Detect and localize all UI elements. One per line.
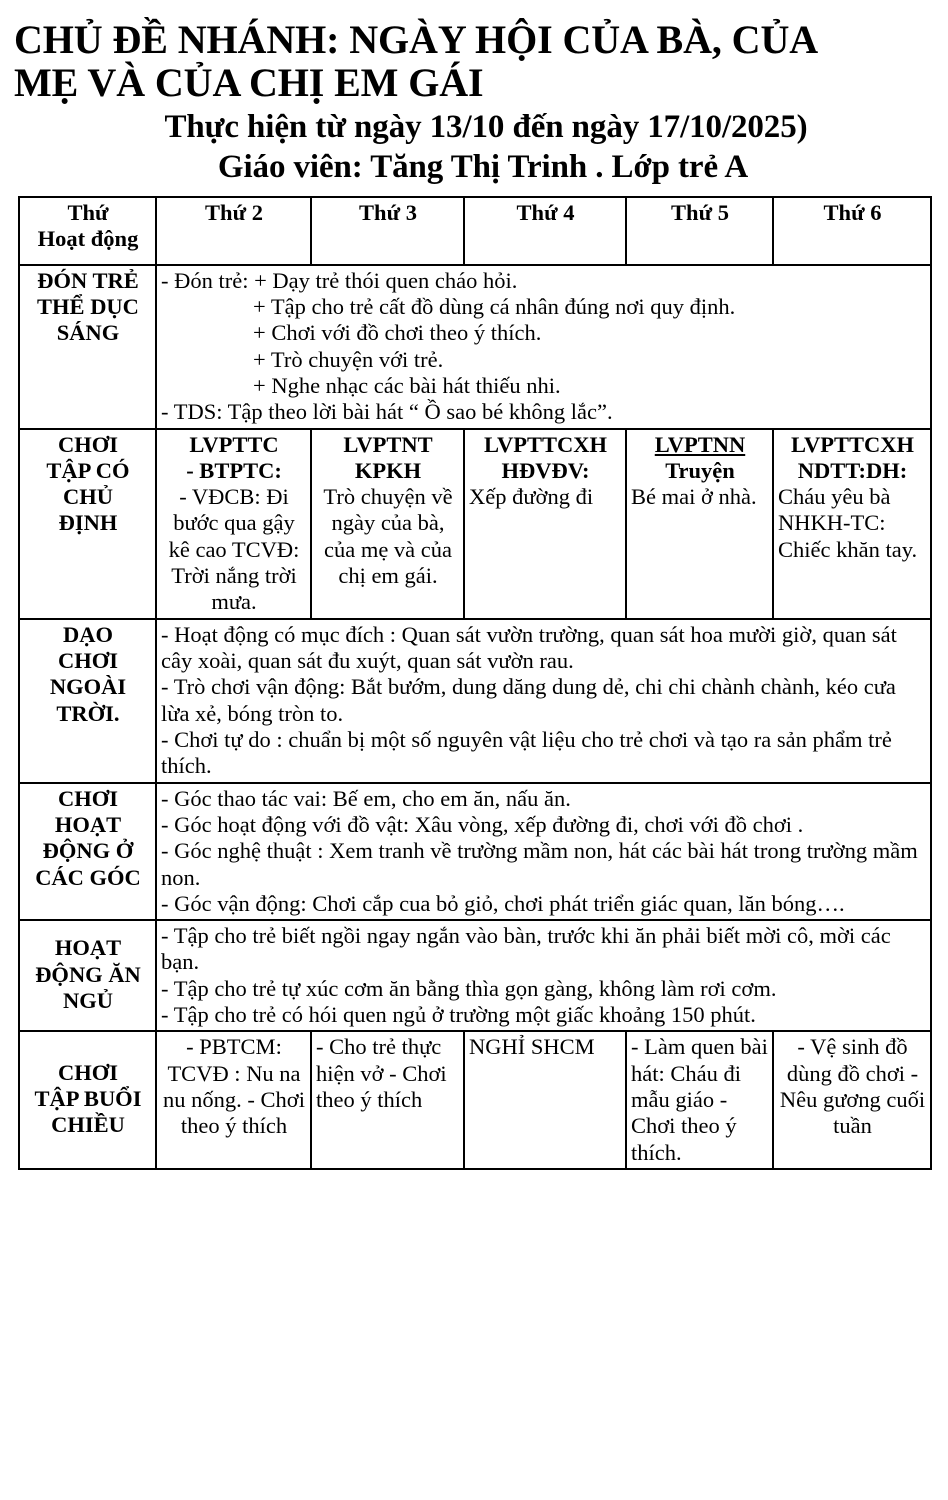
table-row [19, 783, 931, 921]
activity-body: NGHỈ SHCM [469, 1034, 595, 1060]
row-label-line: CHỦ [63, 484, 113, 510]
day-cell-6 [773, 1031, 931, 1169]
activity-heading: - BTPTC: [186, 457, 282, 483]
row-label-line: CHƠI [57, 785, 118, 811]
header-corner-cell [19, 197, 156, 265]
activity-body: - Vệ sinh đồ dùng đồ chơi - Nêu gương cuối tuần [779, 1034, 926, 1139]
content-line: - Đón trẻ: + Dạy trẻ thói quen cháo hỏi. [161, 267, 518, 293]
header-day-3: Thứ 3 [311, 197, 464, 265]
content-line: - Hoạt động có mục đích : Quan sát vườn trường, quan sát hoa mười giờ, quan sát cây xoài, quan sát đu xuýt, quan sát vườn rau. [161, 621, 897, 673]
content-line: - Tập cho trẻ biết ngồi ngay ngắn vào bàn, trước khi ăn phải biết mời cô, mời các bạn. [161, 923, 891, 975]
page-title-line-1: CHỦ ĐỀ NHÁNH: NGÀY HỘI CỦA BÀ, CỦA [14, 17, 819, 62]
row-label-line: HOẠT [54, 811, 122, 837]
row-label [19, 429, 156, 619]
content-line: - Góc vận động: Chơi cắp cua bỏ giỏ, chơi phát triển giác quan, lăn bóng…. [161, 890, 845, 916]
row-label-line: THỂ DỤC [37, 293, 139, 319]
row-label-line: HOẠT [54, 935, 122, 961]
content-line: + Tập cho trẻ cất đồ dùng cá nhân đúng nơi quy định. [253, 293, 736, 319]
content-line: + Trò chuyện với trẻ. [253, 346, 444, 372]
day-cell-3 [311, 429, 464, 619]
activity-heading: LVPTTCXH [484, 431, 607, 457]
activity-body: - Làm quen bài hát: Cháu đi mẫu giáo - Chơi theo ý thích. [631, 1034, 768, 1165]
content-line: - Góc thao tác vai: Bế em, cho em ăn, nấu ăn. [161, 785, 571, 811]
content-line: - Tập cho trẻ có hói quen ngủ ở trường một giấc khoảng 150 phút. [161, 1002, 756, 1028]
row-label-line: ĐỘNG ĂN [35, 961, 141, 987]
activity-body: Xếp đường đi [469, 484, 594, 510]
day-cell-4 [464, 1031, 626, 1169]
row-label-line: ĐÓN TRẺ [37, 267, 139, 293]
content-line: - Góc nghệ thuật : Xem tranh về trường mầm non, hát các bài hát trong trường mầm non. [161, 838, 918, 890]
activity-heading: LVPTNT [343, 431, 433, 457]
activity-heading: KPKH [354, 457, 422, 483]
header-corner-bottom: Hoạt động [37, 226, 139, 252]
activity-heading: HĐVĐV: [501, 457, 590, 483]
content-line: - Chơi tự do : chuẩn bị một số nguyên vật liệu cho trẻ chơi và tạo ra sản phẩm trẻ thích. [161, 726, 892, 779]
day-cell-4 [464, 429, 626, 619]
activity-heading: LVPTTCXH [791, 431, 914, 457]
activity-body: Bé mai ở nhà. [631, 484, 757, 510]
row-label-line: NGOÀI [49, 674, 127, 700]
activity-heading: LVPTTC [189, 431, 279, 457]
content-line: - Trò chơi vận động: Bắt bướm, dung dăng dung dẻ, chi chi chành chành, kéo cưa lừa xẻ, bóng tròn to. [161, 674, 896, 726]
row-label [19, 920, 156, 1031]
day-cell-2 [156, 1031, 311, 1169]
row-label-line: ĐỊNH [58, 510, 118, 536]
table-header-row [19, 197, 931, 265]
day-cell-2 [156, 429, 311, 619]
activity-body: - PBTCM: TCVĐ : Nu na nu nống. - Chơi theo ý thích [163, 1034, 305, 1139]
row-label-line: TRỜI. [56, 700, 120, 726]
activity-body: Trò chuyện về ngày của bà, của mẹ và của chị em gái. [323, 484, 453, 589]
content-line: + Chơi với đồ chơi theo ý thích. [253, 320, 542, 346]
row-label [19, 783, 156, 921]
activity-heading: NDTT:DH: [797, 457, 908, 483]
row-content-merged [156, 783, 931, 921]
activity-body: - Cho trẻ thực hiện vở - Chơi theo ý thích [316, 1034, 447, 1112]
row-content-merged [156, 265, 931, 429]
header-day-4: Thứ 4 [464, 197, 626, 265]
row-label-line: CHƠI [57, 431, 118, 457]
header-day-5: Thứ 5 [626, 197, 773, 265]
content-line: + Nghe nhạc các bài hát thiếu nhi. [253, 372, 561, 398]
header-day-2: Thứ 2 [156, 197, 311, 265]
table-row [19, 429, 931, 619]
row-label-line: CHƠI [57, 1059, 118, 1085]
row-label [19, 1031, 156, 1169]
row-label-line: TẬP BUỔI [34, 1086, 142, 1111]
table-row [19, 920, 931, 1031]
content-line: - TDS: Tập theo lời bài hát “ Ồ sao bé không lắc”. [161, 399, 613, 425]
row-label-line: CHƠI [57, 648, 118, 673]
row-label-line: SÁNG [56, 320, 120, 346]
activity-heading: Truyện [665, 457, 735, 483]
table-row [19, 1031, 931, 1169]
header-day-6: Thứ 6 [773, 197, 931, 265]
page-title-line-2: MẸ VÀ CỦA CHỊ EM GÁI [14, 60, 484, 106]
header-corner-top: Thứ [67, 199, 109, 225]
row-label-line: NGỦ [63, 987, 113, 1013]
row-label-line: CÁC GÓC [35, 864, 141, 890]
date-range-subtitle: Thực hiện từ ngày 13/10 đến ngày 17/10/2025) [164, 109, 808, 146]
teacher-class-line: Giáo viên: Tăng Thị Trinh . Lớp trẻ A [217, 149, 749, 185]
row-label [19, 619, 156, 783]
content-line: - Góc hoạt động với đồ vật: Xâu vòng, xếp đường đi, chơi với đồ chơi . [161, 811, 804, 837]
content-line: - Tập cho trẻ tự xúc cơm ăn bằng thìa gọn gàng, không làm rơi cơm. [161, 975, 777, 1001]
activity-body: Cháu yêu bà NHKH-TC: Chiếc khăn tay. [778, 484, 918, 562]
weekly-schedule-table [18, 196, 932, 1170]
table-row [19, 619, 931, 783]
title-block [0, 0, 948, 186]
activity-heading: LVPTNN [654, 431, 746, 457]
row-label-line: ĐỘNG Ở [42, 838, 134, 864]
row-label [19, 265, 156, 429]
row-content-merged [156, 920, 931, 1031]
activity-body: - VĐCB: Đi bước qua gậy kê cao TCVĐ: Trời nắng trời mưa. [168, 484, 300, 615]
row-label-line: DẠO [63, 621, 113, 647]
row-label-line: CHIỀU [51, 1112, 125, 1138]
table-row [19, 265, 931, 429]
row-label-line: TẬP CÓ [46, 457, 130, 483]
day-cell-3 [311, 1031, 464, 1169]
row-content-merged [156, 619, 931, 783]
day-cell-6 [773, 429, 931, 619]
day-cell-5 [626, 1031, 773, 1169]
day-cell-5 [626, 429, 773, 619]
